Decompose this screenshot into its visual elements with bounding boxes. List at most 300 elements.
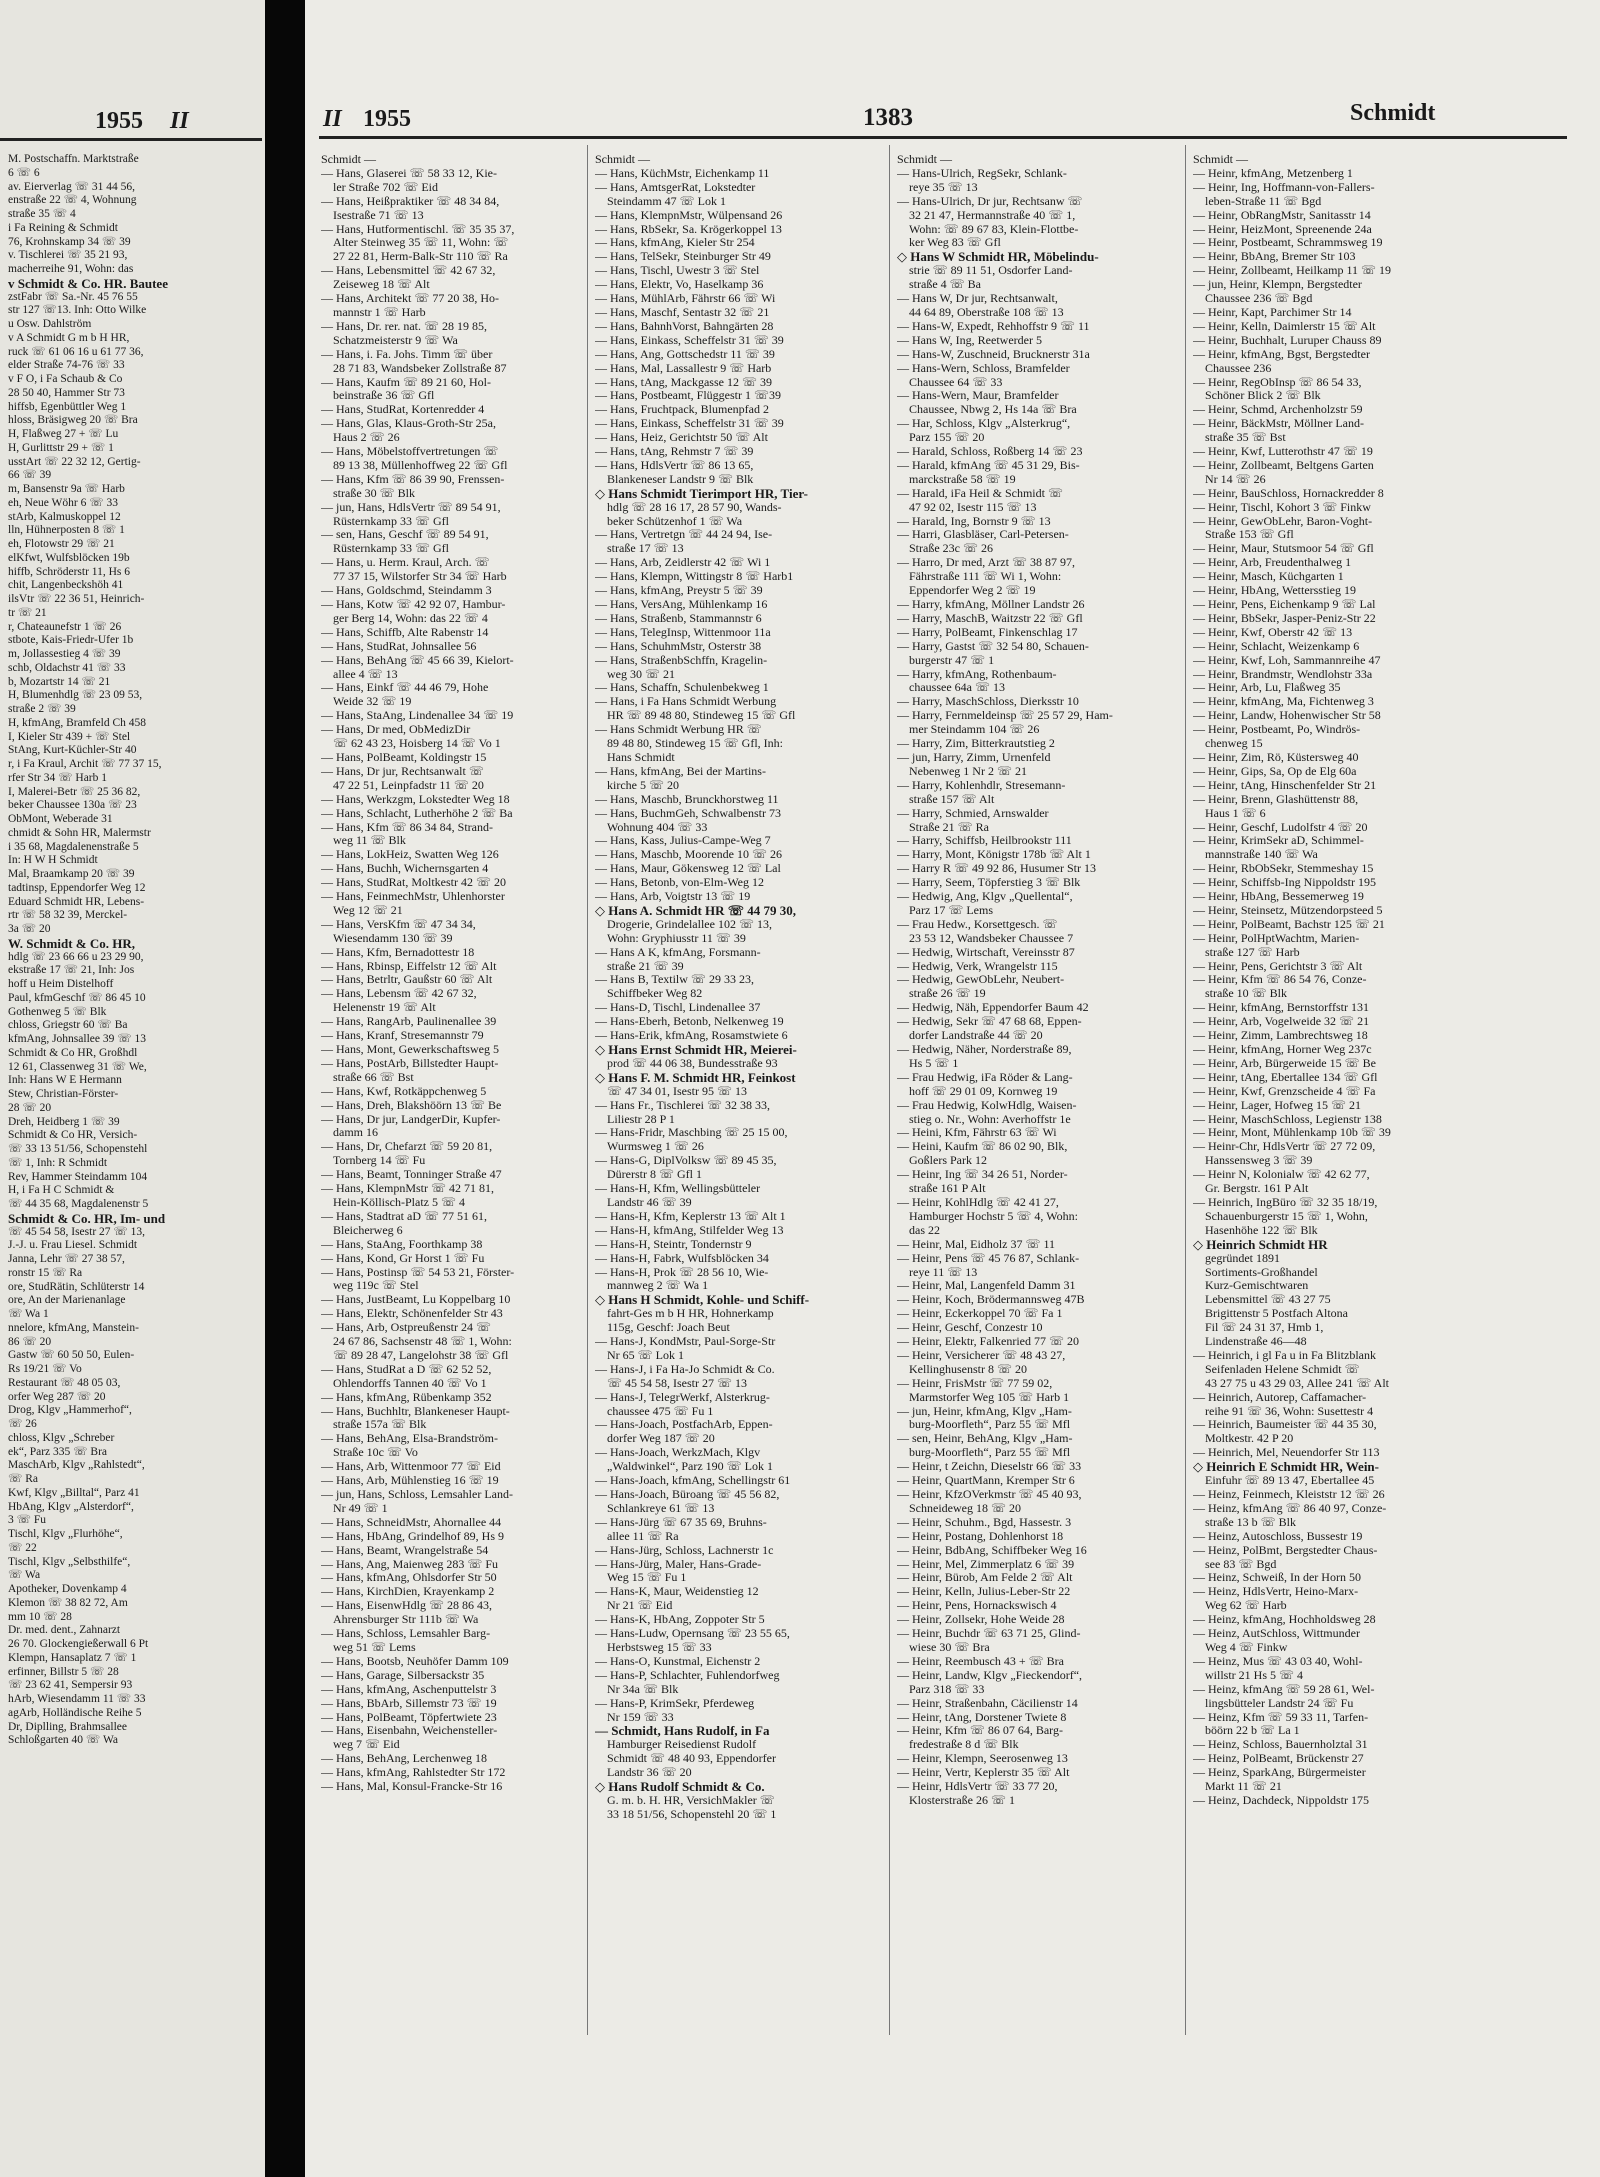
directory-entry-line: — Hans, SchuhmMstr, Osterstr 38 [595, 639, 762, 653]
directory-entry-line: — Heinr, Buchhalt, Luruper Chauss 89 [1193, 333, 1382, 347]
directory-entry-line: — Hans, Ang, Gottschedstr 11 ☏ 39 [595, 347, 775, 361]
directory-entry-line: straße 17 ☏ 13 [607, 542, 684, 556]
directory-entry-line: Stew, Christian-Förster- [8, 1088, 119, 1100]
directory-entry-line: das 22 [909, 1223, 940, 1237]
directory-entry-line: ☏ 1, Inh: R Schmidt [8, 1156, 108, 1169]
directory-entry-line: ekstraße 17 ☏ 21, Inh: Jos [8, 964, 135, 977]
directory-entry-line: chit, Langenbeckshöh 41 [8, 579, 124, 592]
directory-entry-line: Rüsternkamp 33 ☏ Gfl [333, 514, 449, 528]
directory-entry-line: — Heinz, kfmAng, Hochholdsweg 28 [1193, 1613, 1376, 1627]
directory-entry-line: Schöner Blick 2 ☏ Blk [1205, 389, 1321, 403]
directory-entry-line: — Hans-Wern, Schloss, Bramfelder [897, 361, 1070, 375]
directory-entry-line: — Hans, Schlacht, Lutherhöhe 2 ☏ Ba [321, 806, 513, 820]
directory-entry-line: weg 7 ☏ Eid [333, 1738, 400, 1752]
directory-entry-line: — Heinr, Pens, Eichenkamp 9 ☏ Lal [1193, 598, 1376, 611]
directory-entry-line: — Heinz, Mus ☏ 43 03 40, Wohl- [1193, 1654, 1363, 1668]
directory-entry-line: rfer Str 34 ☏ Harb 1 [8, 771, 108, 784]
directory-entry-line: — Hans-H, Steintr, Tondernstr 9 [595, 1237, 752, 1251]
directory-entry-line: Schmidt — [897, 153, 953, 166]
directory-entry-line: — Heinr, kfmAng, Bgst, Bergstedter [1193, 347, 1370, 361]
directory-entry-line: — Heinr, BdbAng, Schiffbeker Weg 16 [897, 1543, 1087, 1557]
directory-entry-line: mannstr 1 ☏ Harb [333, 305, 426, 319]
directory-entry-line: — Hans-J, TelegrWerkf, Alsterkrug- [595, 1390, 770, 1404]
directory-entry-line: — Hans, Betonb, von-Elm-Weg 12 [595, 876, 765, 890]
directory-entry-line: — Hans, JustBeamt, Lu Koppelbarg 10 [321, 1293, 511, 1307]
directory-entry-line: — Heinr, Kfm ☏ 86 54 76, Conze- [1193, 973, 1367, 987]
directory-entry-line: — Hans-H, Fabrk, Wulfsblöcken 34 [595, 1251, 769, 1265]
directory-entry-line: — Heinr, Tischl, Kohort 3 ☏ Finkw [1193, 500, 1371, 514]
directory-entry-line: reye 11 ☏ 13 [909, 1265, 978, 1279]
directory-entry-line: — Hans, Arb, Ostpreußenstr 24 ☏ [321, 1321, 491, 1335]
directory-entry-line: Helenenstr 19 ☏ Alt [333, 1001, 436, 1015]
directory-entry-line: — Hedwig, Verk, Wrangelstr 115 [897, 959, 1058, 973]
directory-entry-line: Mal, Braamkamp 20 ☏ 39 [8, 868, 135, 880]
directory-entry-line: hloss, Bräsigweg 20 ☏ Bra [8, 414, 138, 427]
directory-entry-line: — Hans, Architekt ☏ 77 20 38, Ho- [321, 292, 499, 306]
directory-entry-line: i Fa Reining & Schmidt [8, 221, 118, 234]
directory-entry-line: Apotheker, Dovenkamp 4 [8, 1583, 127, 1595]
directory-entry-line: schb, Oldachstr 41 ☏ 33 [8, 661, 126, 674]
directory-entry-line: Chaussee 236 [1205, 361, 1272, 375]
directory-entry-line: chaussee 475 ☏ Fu 1 [607, 1404, 714, 1418]
directory-entry-line: Fährstraße 111 ☏ Wi 1, Wohn: [909, 570, 1062, 584]
directory-entry-line: 66 ☏ 39 [8, 469, 52, 482]
directory-entry-line: Weg 15 ☏ Fu 1 [607, 1571, 687, 1585]
directory-entry-line: v A Schmidt G m b H HR, [8, 331, 130, 344]
directory-entry-line: — Heinr, Landw, Hohenwischer Str 58 [1193, 709, 1381, 723]
directory-entry-line: Rev, Hammer Steindamm 104 [8, 1170, 148, 1183]
directory-entry-line: — Hans, Hutformentischl. ☏ 35 35 37, [321, 222, 515, 236]
directory-entry-line: elKfwt, Wulfsblöcken 19b [8, 551, 130, 564]
directory-entry-line: — Heinr, Lager, Hofweg 15 ☏ 21 [1193, 1098, 1361, 1112]
directory-entry-line: fahrt-Ges m b H HR, Hohnerkamp [607, 1307, 774, 1321]
directory-entry-line: — Heinr, Kfm ☏ 86 07 64, Barg- [897, 1724, 1063, 1738]
directory-entry-line: hdlg ☏ 23 66 66 u 23 29 90, [8, 950, 144, 963]
directory-entry-line: 89 48 80, Stindeweg 15 ☏ Gfl, Inh: [607, 737, 783, 751]
directory-entry-line: Straße 153 ☏ Gfl [1205, 528, 1294, 542]
directory-entry-line: — Heinr, HeizMont, Spreenende 24a [1193, 222, 1372, 236]
right-page-year: 1955 [363, 106, 411, 132]
directory-entry-line: StAng, Kurt-Küchler-Str 40 [8, 744, 137, 757]
directory-entry-line: — Heinr, Schuhm., Bgd, Hassestr. 3 [897, 1515, 1072, 1529]
directory-entry-line: Rs 19/21 ☏ Vo [8, 1363, 82, 1375]
directory-entry-line: straße 26 ☏ 19 [909, 987, 986, 1001]
directory-entry-line: Tornberg 14 ☏ Fu [333, 1154, 426, 1168]
directory-entry-line: straße 157 ☏ Alt [909, 792, 995, 806]
directory-entry-line: — Hans-G, DiplVolksw ☏ 89 45 35, [595, 1154, 777, 1168]
directory-entry-line: — Harald, Schloss, Roßberg 14 ☏ 23 [897, 445, 1083, 459]
left-page-year: 1955 [95, 108, 143, 134]
directory-entry-line: — Heinr, Koch, Brödermannsweg 47B [897, 1293, 1085, 1307]
directory-entry-line: — Hans, Mal, Konsul-Francke-Str 16 [321, 1780, 503, 1794]
directory-entry-line: prod ☏ 44 06 38, Bundesstraße 93 [607, 1056, 778, 1070]
directory-entry-line: — Hans, PolBeamt, Töpfertwiete 23 [321, 1710, 497, 1724]
book-gutter [265, 0, 305, 2177]
directory-entry-line: weg 51 ☏ Lems [333, 1640, 416, 1654]
directory-entry-line: Klempn, Hansaplatz 7 ☏ 1 [8, 1651, 137, 1664]
directory-entry-line: — Harald, kfmAng ☏ 45 31 29, Bis- [897, 458, 1080, 472]
directory-entry-line: straße 13 b ☏ Blk [1205, 1515, 1296, 1529]
directory-entry-line: — Heinz, kfmAng ☏ 59 28 61, Wel- [1193, 1682, 1375, 1696]
directory-entry-line: Liliestr 28 P 1 [607, 1112, 675, 1126]
directory-entry-line: — Hans-Joach, PostfachArb, Eppen- [595, 1418, 773, 1432]
directory-entry-line: Landstr 46 ☏ 39 [607, 1195, 692, 1209]
directory-entry-line: str 127 ☏13. Inh: Otto Wilke [8, 304, 147, 317]
directory-entry-line: — Hans, EisenwHdlg ☏ 28 86 43, [321, 1599, 492, 1613]
directory-entry-line: 26 70. Glockengießerwall 6 Pt [8, 1638, 149, 1650]
directory-entry-line: Fil ☏ 24 31 37, Hmb 1, [1205, 1321, 1324, 1335]
left-page-header-rule [0, 138, 262, 141]
directory-entry-line: — Hans, BehAng ☏ 45 66 39, Kielort- [321, 653, 514, 667]
directory-entry-line: — Heini, Kfm, Fährstr 63 ☏ Wi [897, 1126, 1057, 1140]
directory-entry-line: — Hans, Einkf ☏ 44 46 79, Hohe [321, 681, 489, 695]
directory-entry-line: 6 ☏ 6 [8, 166, 40, 179]
directory-entry-line: Nebenweg 1 Nr 2 ☏ 21 [909, 764, 1027, 778]
directory-entry-line: Hein-Köllisch-Platz 5 ☏ 4 [333, 1195, 465, 1209]
directory-entry-line: — Hans W, Dr jur, Rechtsanwalt, [897, 292, 1058, 306]
directory-entry-line: — Hans, Arb, Voigtstr 13 ☏ 19 [595, 890, 751, 904]
directory-entry-line: — jun, Heinr, kfmAng, Klgv „Ham- [897, 1404, 1072, 1418]
directory-entry-line: Herbstsweg 15 ☏ 33 [607, 1640, 712, 1654]
directory-entry-line: Weg 4 ☏ Finkw [1205, 1640, 1288, 1654]
directory-entry-line: — Heinr, Arb, Bürgerweide 15 ☏ Be [1193, 1056, 1376, 1070]
directory-entry-line: — Heinr, Brandmstr, Wendlohstr 33a [1193, 667, 1373, 681]
directory-entry-line: — Hans, Arb, Mühlenstieg 16 ☏ 19 [321, 1474, 499, 1488]
directory-entry-line: tr ☏ 21 [8, 606, 47, 619]
left-page [0, 0, 265, 2177]
directory-entry-line: straße 66 ☏ Bst [333, 1070, 414, 1084]
directory-entry-line: — Hans-H, Kfm, Wellingsbütteler [595, 1182, 761, 1196]
directory-entry-line: Straße 23c ☏ 26 [909, 542, 993, 556]
directory-entry-line: — Hans, Betrltr, Gaußstr 60 ☏ Alt [321, 973, 493, 987]
directory-entry-line: ◇ Heinrich E Schmidt HR, Wein- [1193, 1460, 1379, 1475]
directory-entry-line: — Heinr, HbAng, Wettersstieg 19 [1193, 584, 1356, 598]
right-page-header-rule [319, 136, 1567, 139]
directory-entry-line: Gastw ☏ 60 50 50, Eulen- [8, 1349, 135, 1362]
directory-entry-line: — Hans, kfmAng, Bei der Martins- [595, 764, 766, 778]
directory-entry-line: — Heinz, Dachdeck, Nippoldstr 175 [1193, 1793, 1369, 1807]
directory-entry-line: — Heinr, Ing ☏ 34 26 51, Norder- [897, 1168, 1068, 1182]
directory-entry-line: lingsbütteler Landstr 24 ☏ Fu [1205, 1696, 1354, 1710]
directory-entry-line: G. m. b. H. HR, VersichMakler ☏ [607, 1793, 775, 1807]
directory-entry-line: Inh: Hans W E Hermann [8, 1074, 122, 1087]
directory-entry-line: — Hans-H, kfmAng, Stilfelder Weg 13 [595, 1223, 784, 1237]
directory-entry-line: Nr 14 ☏ 26 [1205, 472, 1266, 486]
directory-entry-line: — Hans, tAng, Mackgasse 12 ☏ 39 [595, 375, 772, 389]
directory-entry-line: — Hans-Joach, Büroang ☏ 45 56 82, [595, 1488, 780, 1501]
directory-entry-line: chmidt & Sohn HR, Malermstr [8, 826, 151, 839]
directory-entry-line: Klemon ☏ 38 82 72, Am [8, 1596, 128, 1609]
directory-entry-line: — Hans, Arb, Zeidlerstr 42 ☏ Wi 1 [595, 556, 771, 570]
directory-entry-line: — Hans, Straßenb, Stammannstr 6 [595, 611, 762, 625]
directory-entry-line: 89 13 38, Müllenhoffweg 22 ☏ Gfl [333, 458, 508, 472]
directory-entry-line: Dreh, Heidberg 1 ☏ 39 [8, 1115, 120, 1128]
directory-entry-line: — Heinr, Schmd, Archenholzstr 59 [1193, 403, 1363, 417]
directory-entry-line: straße 35 ☏ 4 [8, 208, 76, 220]
directory-entry-line: Eduard Schmidt HR, Lebens- [8, 895, 145, 908]
directory-entry-line: — Hans, BehAng, Elsa-Brandström- [321, 1432, 498, 1446]
directory-entry-line: Wohn: Gryphiusstr 11 ☏ 39 [607, 931, 746, 945]
directory-entry-line: — Hans, Postbeamt, Flüggestr 1 ☏39 [595, 389, 781, 403]
directory-entry-line: — Hans, tAng, Rehmstr 7 ☏ 39 [595, 445, 754, 459]
directory-entry-line: — Hans, BahnhVorst, Bahngärten 28 [595, 319, 774, 333]
directory-entry-line: J.-J. u. Frau Liesel. Schmidt [8, 1239, 138, 1252]
directory-entry-line: — Hans, Dr jur, Rechtsanwalt ☏ [321, 764, 484, 778]
directory-entry-line: — Hans, SchneidMstr, Ahornallee 44 [321, 1515, 502, 1529]
directory-entry-line: — Heinrich, i gl Fa u in Fa Blitzblank [1193, 1348, 1376, 1362]
directory-entry-line: — Hans, Kond, Gr Horst 1 ☏ Fu [321, 1251, 485, 1265]
directory-entry-line: 12 61, Classenweg 31 ☏ We, [8, 1060, 147, 1073]
directory-entry-line: Rüsternkamp 33 ☏ Gfl [333, 542, 449, 556]
directory-entry-line: ☏ 47 34 01, Isestr 95 ☏ 13 [607, 1084, 748, 1098]
directory-entry-line: — Hans, StudRat, Kortenredder 4 [321, 403, 485, 417]
directory-entry-line: — Heinr, KohlHdlg ☏ 42 41 27, [897, 1195, 1059, 1209]
directory-entry-line: — Hedwig, Sekr ☏ 47 68 68, Eppen- [897, 1015, 1082, 1029]
directory-entry-line: — Harry, Fernmeldeinsp ☏ 25 57 29, Ham- [897, 709, 1113, 723]
directory-entry-line: Dr. med. dent., Zahnarzt [8, 1624, 121, 1637]
directory-entry-line: „Waldwinkel“, Parz 190 ☏ Lok 1 [607, 1460, 773, 1474]
directory-entry-line: straße 127 ☏ Harb [1205, 945, 1300, 959]
directory-entry-line: Nr 34a ☏ Blk [607, 1682, 679, 1696]
directory-entry-line: — Hans, BehAng, Lerchenweg 18 [321, 1752, 487, 1766]
directory-entry-line: straße 10 ☏ Blk [1205, 987, 1287, 1001]
directory-entry-line: — Heinr, Kwf, Loh, Sammannreihe 47 [1193, 653, 1381, 667]
directory-entry-line: Tischl, Klgv „Flurhöhe“, [8, 1528, 123, 1540]
directory-entry-line: — Hans, HbAng, Grindelhof 89, Hs 9 [321, 1529, 504, 1543]
directory-entry-line: — Hans-K, Maur, Weidenstieg 12 [595, 1585, 759, 1599]
directory-entry-line: eh, Neue Wöhr 6 ☏ 33 [8, 496, 118, 509]
directory-entry-line: — Hans-Joach, WerkzMach, Klgv [595, 1446, 761, 1460]
directory-entry-line: — Hans, Maschb, Moorende 10 ☏ 26 [595, 848, 782, 862]
directory-entry-line: — Heinz, Feinmech, Kleiststr 12 ☏ 26 [1193, 1488, 1385, 1501]
directory-entry-line: — Heinr, Vertr, Keplerstr 35 ☏ Alt [897, 1766, 1070, 1780]
directory-entry-line: straße 35 ☏ Bst [1205, 431, 1286, 445]
directory-entry-line: ◇ Hans W Schmidt HR, Möbelindu- [897, 250, 1099, 265]
directory-column-4 [1193, 153, 1469, 1808]
directory-entry-line: — Hans-O, Kunstmal, Eichenstr 2 [595, 1654, 761, 1668]
directory-entry-line: Wohn: ☏ 89 67 83, Klein-Flottbe- [909, 222, 1079, 236]
directory-entry-line: ☏ 26 [8, 1418, 37, 1430]
directory-entry-line: — Har, Schloss, Klgv „Alsterkrug“, [897, 417, 1071, 431]
directory-entry-line: ☏ 23 62 41, Sempersir 93 [8, 1679, 133, 1692]
directory-entry-line: — Harry, Schiffsb, Heilbrookstr 111 [897, 834, 1072, 848]
directory-entry-line: Schiffbeker Weg 82 [607, 987, 703, 1001]
directory-entry-line: Wurmsweg 1 ☏ 26 [607, 1140, 704, 1154]
directory-entry-line: ☏ Ra [8, 1473, 39, 1485]
directory-entry-line: kfmAng, Johnsallee 39 ☏ 13 [8, 1033, 146, 1045]
directory-entry-line: Ahrensburger Str 111b ☏ Wa [333, 1613, 479, 1627]
directory-entry-line: 44 64 89, Oberstraße 108 ☏ 13 [909, 305, 1064, 319]
directory-entry-line: — Heinr, ObRangMstr, Sanitasstr 14 [1193, 208, 1371, 222]
right-page-volume: II [323, 106, 342, 132]
directory-entry-line: — Heinr, Ing, Hoffmann-von-Fallers- [1193, 180, 1375, 194]
directory-entry-line: av. Eierverlag ☏ 31 44 56, [8, 180, 135, 193]
directory-entry-line: straße 161 P Alt [909, 1182, 986, 1196]
directory-entry-line: mer Steindamm 104 ☏ 26 [909, 723, 1040, 737]
directory-entry-line: — Hans, Mal, Lassallestr 9 ☏ Harb [595, 361, 772, 375]
directory-entry-line: Kellinghusenstr 8 ☏ 20 [909, 1362, 1027, 1376]
directory-entry-line: Hamburger Hochstr 5 ☏ 4, Wohn: [909, 1209, 1078, 1223]
directory-entry-line: chloss, Klgv „Schreber [8, 1431, 115, 1444]
directory-entry-line: Gothenweg 5 ☏ Blk [8, 1005, 107, 1018]
directory-entry-line: In: H W H Schmidt [8, 854, 98, 867]
directory-entry-line: usstArt ☏ 22 32 12, Gertig- [8, 455, 141, 468]
directory-entry-line: — Hans, RbSekr, Sa. Krögerkoppel 13 [595, 222, 782, 236]
directory-entry-line: — jun, Hans, Schloss, Lemsahler Land- [321, 1488, 513, 1501]
directory-entry-line: u Osw. Dahlström [8, 318, 92, 330]
directory-entry-line: ☏ 22 [8, 1541, 37, 1554]
directory-entry-line: — Heinr, Postbeamt, Schrammsweg 19 [1193, 236, 1383, 250]
directory-entry-line: allee 11 ☏ Ra [607, 1529, 679, 1543]
directory-entry-line: — Heinr, Postbeamt, Po, Windrös- [1193, 723, 1361, 737]
directory-entry-line: Haus 1 ☏ 6 [1205, 806, 1266, 820]
directory-entry-line: r, Chateaunefstr 1 ☏ 26 [8, 620, 122, 633]
directory-entry-line: — Hans-Wern, Maur, Bramfelder [897, 389, 1059, 403]
directory-entry-line: HR ☏ 89 48 80, Stindeweg 15 ☏ Gfl [607, 709, 796, 723]
directory-entry-line: — Hans, Stadtrat aD ☏ 77 51 61, [321, 1209, 487, 1223]
directory-entry-line: — Hans, Kotw ☏ 42 92 07, Hambur- [321, 598, 506, 611]
directory-entry-line: — Hans, Maur, Gökensweg 12 ☏ Lal [595, 862, 781, 876]
directory-entry-line: — Hans, i Fa Hans Schmidt Werbung [595, 695, 777, 709]
left-page-volume: II [170, 108, 189, 134]
directory-entry-line: Schmidt — [321, 153, 377, 166]
directory-entry-line: — Heinr, Kwf, Grenzscheide 4 ☏ Fa [1193, 1084, 1376, 1098]
directory-entry-line: 3a ☏ 20 [8, 923, 51, 935]
directory-entry-line: — Hans, i. Fa. Johs. Timm ☏ über [321, 347, 493, 361]
directory-entry-line: rtr ☏ 58 32 39, Merckel- [8, 909, 128, 922]
directory-entry-line: erfinner, Billstr 5 ☏ 28 [8, 1665, 119, 1678]
directory-entry-line: — Heinr, GewObLehr, Baron-Voght- [1193, 514, 1373, 528]
directory-entry-line: — Hans-Ulrich, RegSekr, Schlank- [897, 166, 1067, 180]
directory-entry-line: — Hans, StaAng, Lindenallee 34 ☏ 19 [321, 709, 514, 723]
directory-entry-line: marckstraße 58 ☏ 19 [909, 472, 1016, 486]
directory-entry-line: Straße 10c ☏ Vo [333, 1446, 418, 1460]
directory-entry-line: Hamburger Reisedienst Rudolf [607, 1738, 757, 1752]
directory-entry-line: — Hans, Schiffb, Alte Rabenstr 14 [321, 625, 489, 639]
directory-entry-line: Schneideweg 18 ☏ 20 [909, 1501, 1021, 1515]
directory-entry-line: — Heinr, Versicherer ☏ 48 43 27, [897, 1348, 1066, 1362]
directory-entry-line: — Heinr, PolHptWachtm, Marien- [1193, 931, 1360, 945]
directory-entry-line: Schloßgarten 40 ☏ Wa [8, 1734, 119, 1747]
directory-entry-line: — Heinr, Masch, Küchgarten 1 [1193, 570, 1344, 584]
directory-entry-line: 76, Krohnskamp 34 ☏ 39 [8, 235, 131, 248]
directory-entry-line: — Heinr, Schiffsb-Ing Nippoldstr 195 [1193, 876, 1376, 890]
directory-entry-line: — Heinr, kfmAng, Horner Weg 237c [1193, 1043, 1372, 1056]
directory-entry-line: — Hans, kfmAng, Preystr 5 ☏ 39 [595, 584, 763, 598]
directory-entry-line: — Hans, kfmAng, Rübenkamp 352 [321, 1390, 492, 1404]
directory-entry-line: Schmidt & Co HR, Versich- [8, 1129, 138, 1142]
directory-entry-line: — Heinr, Straßenbahn, Cäcilienstr 14 [897, 1696, 1078, 1710]
directory-entry-line: hoff ☏ 29 01 09, Kornweg 19 [909, 1084, 1058, 1098]
directory-entry-line: Drog, Klgv „Hammerhof“, [8, 1404, 132, 1417]
directory-entry-line: — Harry, Seem, Töpferstieg 3 ☏ Blk [897, 876, 1081, 890]
directory-entry-line: Goßlers Park 12 [909, 1154, 987, 1168]
directory-entry-line: — Heinr, Gips, Sa, Op de Elg 60a [1193, 764, 1357, 778]
directory-entry-line: 24 67 86, Sachsenstr 48 ☏ 1, Wohn: [333, 1335, 512, 1349]
directory-entry-line: — Hans-H, Kfm, Keplerstr 13 ☏ Alt 1 [595, 1209, 786, 1223]
directory-entry-line: — Heinr, Kwf, Lutterothstr 47 ☏ 19 [1193, 445, 1373, 459]
directory-entry-line: — Hans, Glaserei ☏ 58 33 12, Kie- [321, 166, 497, 180]
directory-entry-line: burgerstr 47 ☏ 1 [909, 653, 995, 667]
directory-entry-line: burg-Moorfleth“, Parz 55 ☏ Mfl [909, 1446, 1071, 1460]
directory-entry-line: allee 4 ☏ 13 [333, 667, 398, 681]
directory-entry-line: chenweg 15 [1205, 737, 1263, 751]
directory-entry-line: 27 22 81, Herm-Balk-Str 110 ☏ Ra [333, 250, 508, 264]
directory-entry-line: — Hedwig, Ang, Klgv „Quellental“, [897, 890, 1073, 904]
directory-entry-line: Restaurant ☏ 48 05 03, [8, 1376, 121, 1389]
directory-entry-line: — Hans-Joach, kfmAng, Schellingstr 61 [595, 1474, 791, 1488]
directory-entry-line: Bleicherweg 6 [333, 1223, 403, 1237]
directory-entry-line: — Hans, Elektr, Vo, Haselkamp 36 [595, 278, 764, 292]
directory-entry-line: — Heinr, Mont, Mühlenkamp 10b ☏ 39 [1193, 1126, 1391, 1140]
directory-entry-line: — Hans-D, Tischl, Lindenallee 37 [595, 1001, 761, 1015]
directory-entry-line: ore, StudRätin, Schlüterstr 14 [8, 1280, 145, 1293]
directory-entry-line: ilsVtr ☏ 22 36 51, Heinrich- [8, 593, 145, 605]
directory-entry-line: Einfuhr ☏ 89 13 47, Ebertallee 45 [1205, 1474, 1375, 1488]
directory-entry-line: weg 30 ☏ 21 [607, 667, 675, 681]
directory-entry-line: — Heinr, Schlacht, Weizenkamp 6 [1193, 639, 1360, 653]
directory-entry-line: orfer Weg 287 ☏ 20 [8, 1390, 106, 1403]
directory-entry-line: nnelore, kfmAng, Manstein- [8, 1321, 139, 1334]
directory-entry-line: reye 35 ☏ 13 [909, 180, 978, 194]
directory-entry-line: Lindenstraße 46—48 [1205, 1335, 1307, 1349]
directory-entry-line: — Hedwig, Näher, Norderstraße 89, [897, 1043, 1072, 1056]
directory-entry-line: mannstraße 140 ☏ Wa [1205, 848, 1318, 862]
directory-entry-line: — Hans, kfmAng, Ohlsdorfer Str 50 [321, 1571, 497, 1585]
directory-entry-line: — Hans, Schaffn, Schulenbekweg 1 [595, 681, 769, 695]
directory-entry-line: Weg 62 ☏ Harb [1205, 1599, 1287, 1613]
directory-entry-line: — Hans, Kaufm ☏ 89 21 60, Hol- [321, 375, 491, 389]
directory-entry-line: — Heinr, Kapt, Parchimer Str 14 [1193, 305, 1352, 319]
directory-entry-line: Nr 159 ☏ 33 [607, 1710, 674, 1724]
directory-entry-line: — Hans-Fridr, Maschbing ☏ 25 15 00, [595, 1126, 788, 1140]
directory-entry-line: — Hans, FeinmechMstr, Uhlenhorster [321, 890, 505, 904]
directory-entry-line: weg 11 ☏ Blk [333, 834, 406, 848]
directory-entry-line: ◇ Hans Ernst Schmidt HR, Meierei- [595, 1043, 797, 1057]
directory-entry-line: — Heinr, tAng, Hinschenfelder Str 21 [1193, 778, 1377, 792]
directory-entry-line: — Heinz, AutSchloss, Wittmunder [1193, 1627, 1360, 1641]
directory-entry-line: — Hans, Maschb, Brunckhorstweg 11 [595, 792, 779, 806]
directory-entry-line: Schmidt — [595, 153, 651, 166]
directory-entry-line: ◇ Hans Rudolf Schmidt & Co. [595, 1780, 765, 1794]
directory-entry-line: 43 27 75 u 43 29 03, Allee 241 ☏ Alt [1205, 1376, 1390, 1390]
directory-entry-line: 23 53 12, Wandsbeker Chaussee 7 [909, 931, 1074, 945]
directory-entry-line: — Heinr, Zollbeamt, Beltgens Garten [1193, 458, 1374, 472]
directory-entry-line: — Hans, HdlsVertr ☏ 86 13 65, [595, 458, 754, 472]
directory-entry-line: — Heinr, Pens, Gerichtstr 3 ☏ Alt [1193, 959, 1363, 973]
directory-entry-line: Schmidt ☏ 48 40 93, Eppendorfer [607, 1752, 776, 1766]
directory-entry-line: — Heinr, kfmAng, Bernstorffstr 131 [1193, 1001, 1369, 1015]
directory-entry-line: — Heinr, Klempn, Seerosenweg 13 [897, 1752, 1068, 1766]
directory-entry-line: Schmidt — [1193, 153, 1249, 166]
directory-entry-line: — Hans, StraßenbSchffn, Kragelin- [595, 653, 768, 667]
directory-entry-line: — Hans-Ulrich, Dr jur, Rechtsanw ☏ [897, 194, 1083, 208]
directory-entry-line: lln, Hühnerposten 8 ☏ 1 [8, 524, 125, 537]
directory-entry-line: — Heinr, Pens, Hornackswisch 4 [897, 1599, 1057, 1613]
directory-entry-line: — Heinr, kfmAng, Ma, Fichtenweg 3 [1193, 695, 1374, 709]
directory-entry-line: Weide 32 ☏ 19 [333, 695, 412, 709]
directory-entry-line: — Heinr, BäckMstr, Möllner Land- [1193, 417, 1364, 431]
directory-entry-line: — Hans, Glas, Klaus-Groth-Str 25a, [321, 417, 496, 431]
directory-entry-line: Dürerstr 8 ☏ Gfl 1 [607, 1168, 702, 1182]
directory-entry-line: — Hans, KlempnMstr ☏ 42 71 81, [321, 1182, 494, 1196]
directory-entry-line: — Heinr, Arb, Freudenthalweg 1 [1193, 556, 1352, 570]
directory-entry-line: — Hans, Vertretgn ☏ 44 24 94, Ise- [595, 528, 773, 542]
directory-entry-line: — Hans, Beamt, Tonninger Straße 47 [321, 1168, 502, 1182]
directory-entry-line: HbAng, Klgv „Alsterdorf“, [8, 1500, 134, 1513]
directory-entry-line: — Hans Schmidt Werbung HR ☏ [595, 723, 762, 737]
directory-entry-line: ger Berg 14, Wohn: das 22 ☏ 4 [333, 611, 488, 625]
